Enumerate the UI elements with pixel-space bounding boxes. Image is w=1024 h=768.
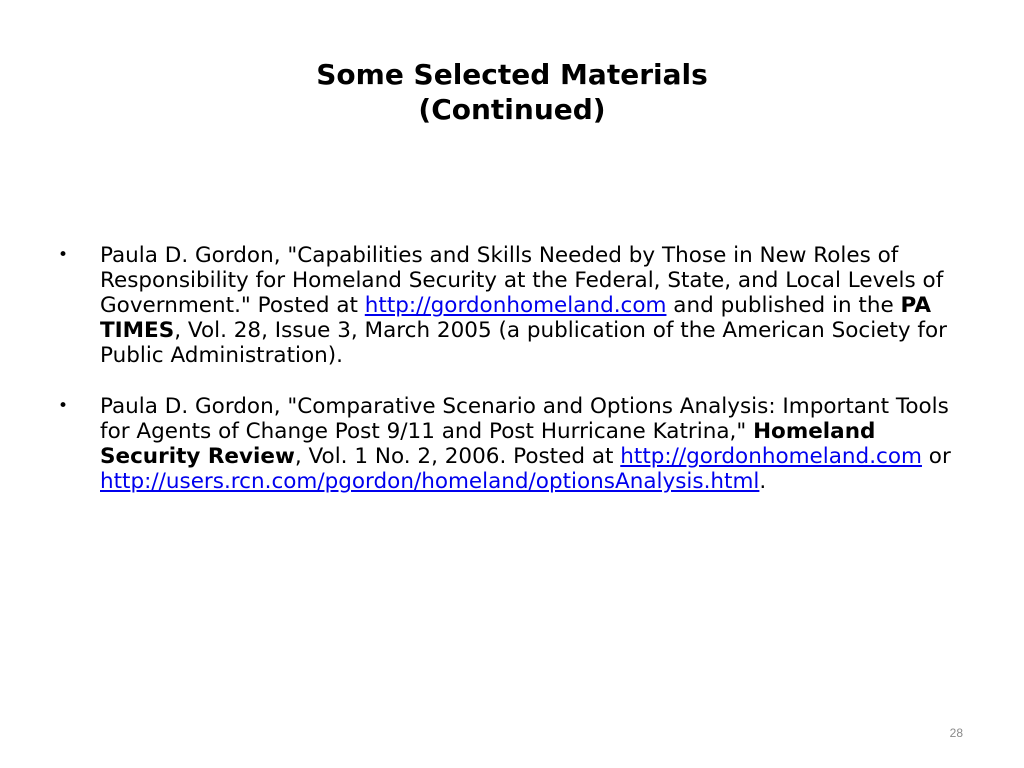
bullet-text: . [759, 469, 767, 494]
bullet-text: Paula D. Gordon, "Comparative Scenario and Options Analysis: Important Tools for Agents of Change Post 9/11 and Post Hurricane Katrina," [100, 394, 949, 444]
bullet-icon: • [58, 245, 69, 265]
publication-name: PA TIMES [100, 293, 931, 343]
slide-title [0, 57, 1024, 127]
gordonhomeland-link[interactable]: http://gordonhomeland.com [620, 444, 922, 469]
page-number: 28 [949, 726, 963, 740]
bullet-text: , Vol. 1 No. 2, 2006. Posted at [294, 444, 621, 469]
bullet-item-gordon-capabilities [56, 243, 976, 368]
bullet-item-gordon-scenario-analysis [56, 394, 976, 494]
bullet-text: and published in the [666, 293, 901, 318]
bullet-text: or [921, 444, 951, 469]
bullet-icon: • [58, 396, 69, 416]
publication-name: Homeland Security Review [100, 419, 876, 469]
bullet-text: Paula D. Gordon, "Capabilities and Skills Needed by Those in New Roles of Responsibility for Homeland Security at the Federal, State, and Local Levels of Government." Posted at [100, 243, 944, 318]
options-analysis-link[interactable]: http://users.rcn.com/pgordon/homeland/optionsAnalysis.html [100, 469, 760, 494]
bullet-text: , Vol. 28, Issue 3, March 2005 (a publication of the American Society for Public Administration). [100, 318, 947, 368]
gordonhomeland-link[interactable]: http://gordonhomeland.com [364, 293, 667, 318]
slide-title-line-2: (Continued) [418, 93, 606, 126]
bullet-list [56, 243, 976, 520]
slide-title-line-1: Some Selected Materials [316, 58, 708, 91]
